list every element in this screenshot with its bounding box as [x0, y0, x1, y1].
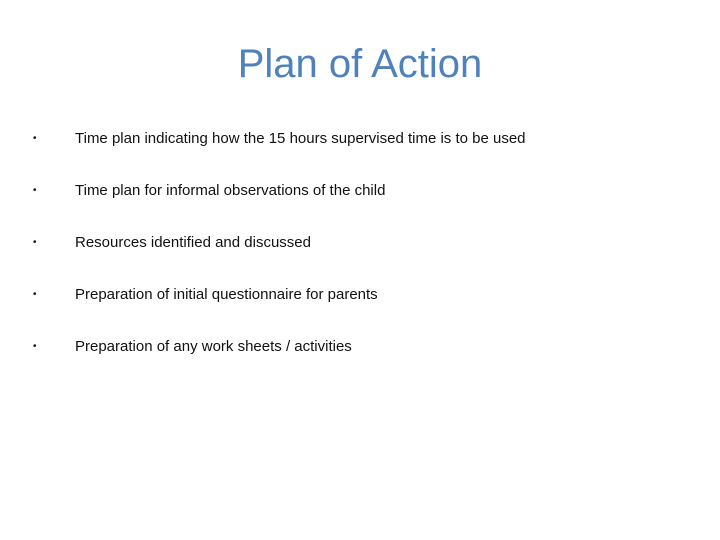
- bullet-item: [0, 176, 720, 228]
- bullet-text: Resources identified and discussed: [75, 234, 311, 251]
- bullet-text: Time plan for informal observations of the child: [75, 182, 386, 199]
- bullet-item: [0, 124, 720, 176]
- bullet-text: Preparation of initial questionnaire for parents: [75, 286, 378, 303]
- bullet-dot-icon: •: [33, 133, 37, 144]
- bullet-dot-icon: •: [33, 341, 37, 352]
- bullet-list: [0, 124, 720, 384]
- slide-title: Plan of Action: [237, 42, 483, 86]
- bullet-item: [0, 280, 720, 332]
- bullet-text: Preparation of any work sheets / activities: [75, 338, 352, 355]
- bullet-dot-icon: •: [33, 185, 37, 196]
- bullet-dot-icon: •: [33, 237, 37, 248]
- bullet-dot-icon: •: [33, 289, 37, 300]
- bullet-text: Time plan indicating how the 15 hours supervised time is to be used: [75, 130, 526, 147]
- bullet-item: [0, 228, 720, 280]
- bullet-item: [0, 332, 720, 384]
